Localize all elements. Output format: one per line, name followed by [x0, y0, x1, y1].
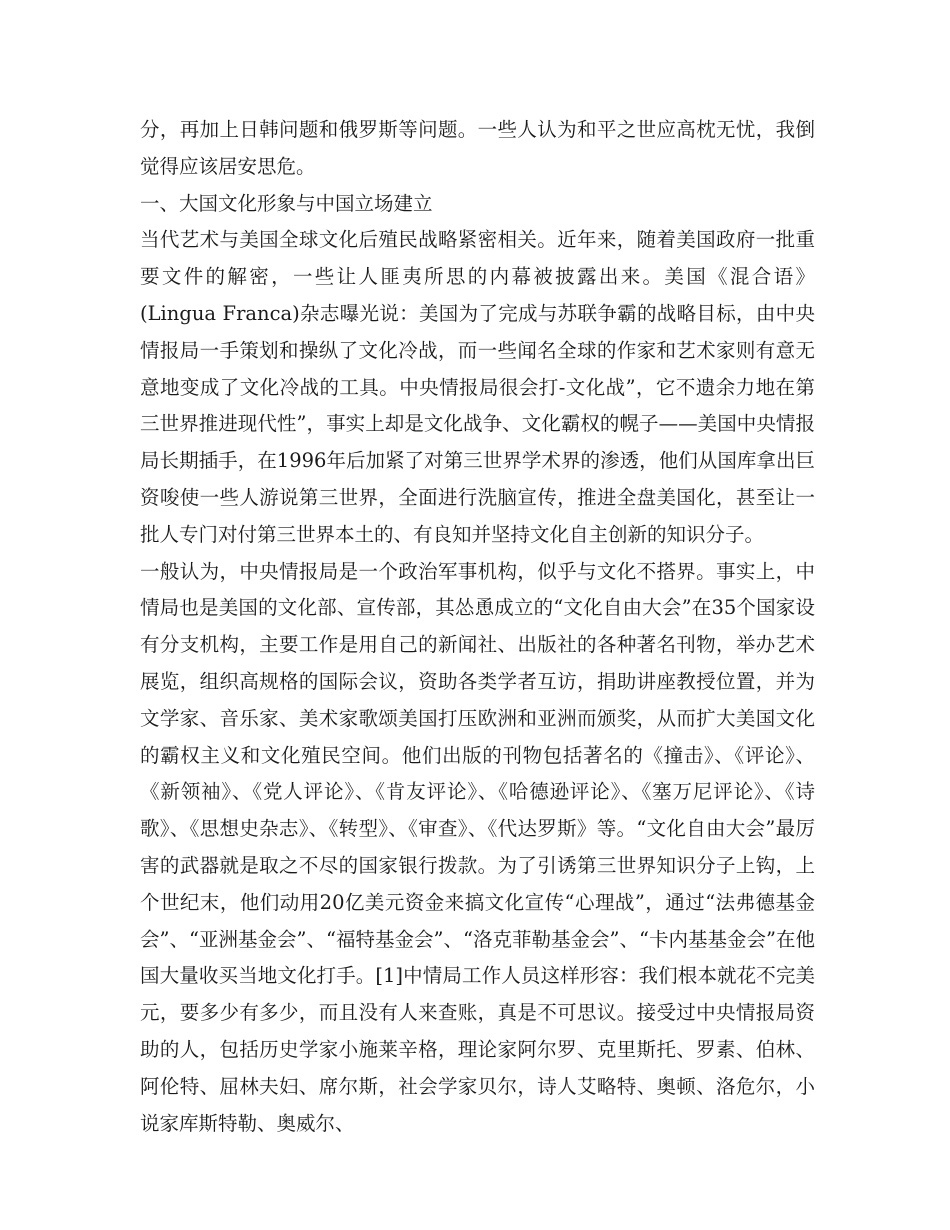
paragraph-cold-war: 当代艺术与美国全球文化后殖民战略紧密相关。近年来，随着美国政府一批重要文件的解密，一些让人匪夷所思的内幕被披露出来。美国《混合语》(Lingua Franca)杂志曝光说：美国为了完成与苏联争霸的战略目标，由中央情报局一手策划和操纵了文化冷战，而一些闻名全球的作家和艺术家则有意无意地变成了文化冷战的工具。中央情报局很会打-文化战”，它不遗余力地在第三世界推进现代性”，事实上却是文化战争、文化霸权的幌子——美国中央情报局长期插手，在1996年后加紧了对第三世界学术界的渗透，他们从国库拿出巨资唆使一些人游说第三世界，全面进行洗脑宣传，推进全盘美国化，甚至让一批人专门对付第三世界本土的、有良知并坚持文化自主创新的知识分子。 — [140, 228, 815, 546]
section-heading: 一、大国文化形象与中国立场建立 — [140, 191, 433, 215]
paragraph-cia-culture: 一般认为，中央情报局是一个政治军事机构，似乎与文化不搭界。事实上，中情局也是美国的文化部、宣传部，其怂恿成立的“文化自由大会”在35个国家设有分支机构，主要工作是用自己的新闻社、出版社的各种著名刊物，举办艺术展览，组织高规格的国际会议，资助各类学者互访，捐助讲座教授位置，并为文学家、音乐家、美术家歌颂美国打压欧洲和亚洲而颁奖，从而扩大美国文化的霸权主义和文化殖民空间。他们出版的刊物包括著名的《撞击》、《评论》、《新领袖》、《党人评论》、《肯友评论》、《哈德逊评论》、《塞万尼评论》、《诗歌》、《思想史杂志》、《转型》、《审查》、《代达罗斯》等。“文化自由大会”最厉害的武器就是取之不尽的国家银行拨款。为了引诱第三世界知识分子上钩，上个世纪末，他们动用20亿美元资金来搞文化宣传“心理战”，通过“法弗德基金会”、“亚洲基金会”、“福特基金会”、“洛克菲勒基金会”、“卡内基基金会”在他国大量收买当地文化打手。[1]中情局工作人员这样形容：我们根本就花不完美元，要多少有多少，而且没有人来查账，真是不可思议。接受过中央情报局资助的人，包括历史学家小施莱辛格，理论家阿尔罗、克里斯托、罗素、伯林、阿伦特、屈林夫妇、席尔斯，社会学家贝尔，诗人艾略特、奥顿、洛危尔，小说家库斯特勒、奥威尔、 — [140, 559, 815, 1135]
document-body — [140, 112, 815, 1142]
paragraph-continuation: 分，再加上日韩问题和俄罗斯等问题。一些人认为和平之世应高枕无忧，我倒觉得应该居安思危。 — [140, 118, 815, 178]
